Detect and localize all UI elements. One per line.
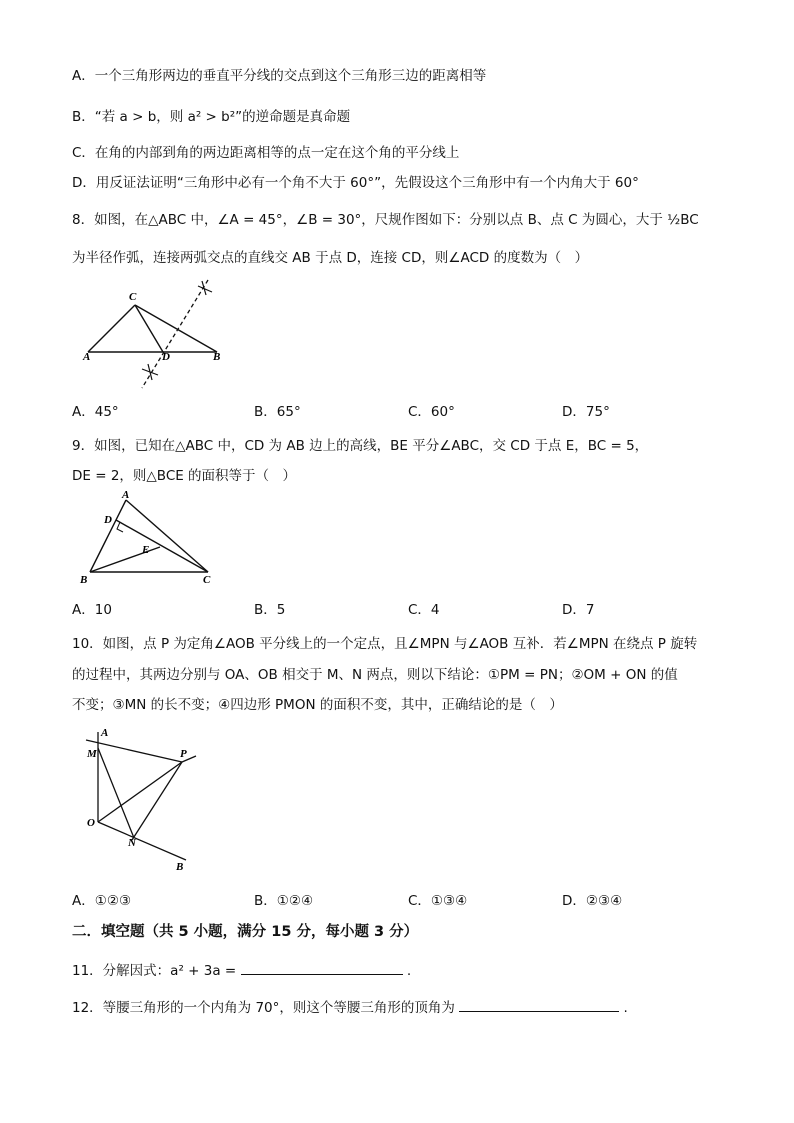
q8-segment-cb [135, 305, 217, 352]
q9-label-b: B [80, 574, 88, 586]
q9-stem-line1: 9．如图，已知在△ABC 中，CD 为 AB 边上的高线，BE 平分∠ABC，交 CD 于点 E，BC = 5， [72, 438, 649, 454]
q9-label-e: E [142, 544, 150, 556]
q9-option-c: C．4 [408, 602, 440, 618]
q12-line [72, 996, 628, 1016]
q12-period: . [623, 1000, 628, 1016]
q10-bisector-op [98, 762, 182, 822]
q10-option-c: C．①③④ [408, 893, 468, 909]
q10-segment-pn [132, 762, 182, 840]
q9-option-a: A．10 [72, 602, 112, 618]
q10-label-p: P [180, 748, 187, 760]
q9-option-b: B．5 [254, 602, 286, 618]
q9-segment-cd [116, 520, 208, 572]
q10-figure [82, 726, 212, 874]
q8-label-a: A [83, 351, 91, 363]
section-heading-fill-in: 二．填空题（共 5 小题，满分 15 分，每小题 3 分） [72, 924, 419, 940]
q8-label-d: D [162, 351, 170, 363]
q10-stem-line2: 的过程中，其两边分别与 OA、OB 相交于 M、N 两点，则以下结论：①PM = PN；②OM + ON 的值 [72, 667, 678, 683]
q12-answer-blank[interactable] [459, 997, 619, 1012]
q10-label-o: O [87, 817, 95, 829]
q10-stem-line1: 10．如图，点 P 为定角∠AOB 平分线上的一个定点，且∠MPN 与∠AOB 互补．若∠MPN 在绕点 P 旋转 [72, 636, 698, 652]
q8-figure [80, 278, 230, 394]
q9-stem-line2: DE = 2，则△BCE 的面积等于（ ） [72, 468, 297, 484]
q8-stem-line2: 为半径作弧，连接两弧交点的直线交 AB 于点 D，连接 CD，则∠ACD 的度数为（ ） [72, 250, 589, 266]
q10-ray-ob [98, 822, 186, 860]
q7-option-c: C．在角的内部到角的两边距离相等的点一定在这个角的平分线上 [72, 145, 460, 161]
q9-segment-ac [126, 500, 208, 572]
q9-label-a: A [122, 489, 130, 501]
q10-label-m: M [87, 748, 97, 760]
q10-label-b: B [176, 861, 184, 873]
q9-option-d: D．7 [562, 602, 595, 618]
q7-option-a: A．一个三角形两边的垂直平分线的交点到这个三角形三边的距离相等 [72, 68, 487, 84]
q9-label-c: C [203, 574, 211, 586]
q8-segment-ac [88, 305, 135, 352]
q8-label-c: C [129, 291, 137, 303]
q8-option-a: A．45° [72, 404, 119, 420]
q10-label-n: N [128, 837, 136, 849]
q8-segment-cd [135, 305, 163, 352]
q10-option-a: A．①②③ [72, 893, 132, 909]
q10-segment-mp [86, 740, 182, 762]
q11-answer-blank[interactable] [241, 960, 403, 975]
q9-label-d: D [104, 514, 112, 526]
q11-prompt: 11．分解因式：a² + 3a = [72, 963, 237, 979]
q7-option-d: D．用反证法证明“三角形中必有一个角不大于 60°”，先假设这个三角形中有一个内角大于 60° [72, 175, 639, 191]
q10-stem-line3: 不变；③MN 的长不变；④四边形 PMON 的面积不变，其中，正确结论的是（ ） [72, 697, 563, 713]
q8-option-c: C．60° [408, 404, 455, 420]
q7-option-b: B．“若 a > b，则 a² > b²”的逆命题是真命题 [72, 109, 351, 125]
q8-label-b: B [213, 351, 221, 363]
q9-figure [76, 486, 226, 590]
q8-stem-line1: 8．如图，在△ABC 中，∠A = 45°，∠B = 30°，尺规作图如下：分别以点 B、点 C 为圆心，大于 ½BC [72, 212, 699, 228]
q8-option-b: B．65° [254, 404, 301, 420]
q11-period: . [406, 963, 412, 979]
q10-option-d: D．②③④ [562, 893, 623, 909]
q10-label-a: A [101, 727, 109, 739]
q10-option-b: B．①②④ [254, 893, 314, 909]
q8-option-d: D．75° [562, 404, 610, 420]
q11-line [72, 959, 411, 979]
q12-prompt: 12．等腰三角形的一个内角为 70°，则这个等腰三角形的顶角为 [72, 1000, 455, 1016]
